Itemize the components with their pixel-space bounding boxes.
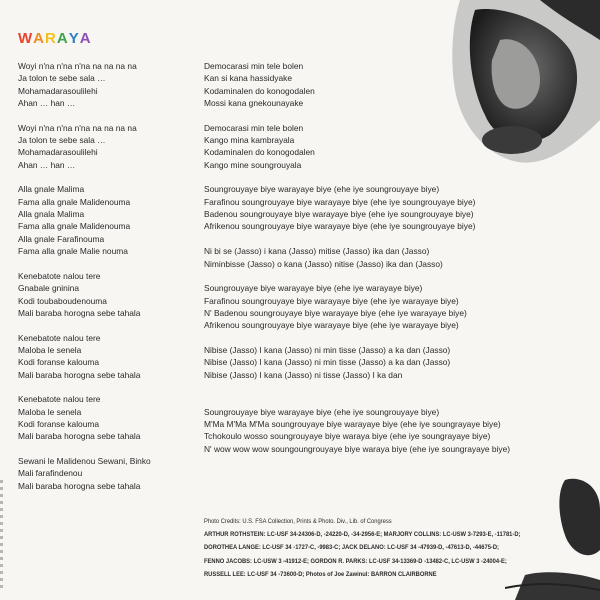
lyric-line: Kan si kana hassidyake (204, 73, 292, 84)
stanza-gap (204, 381, 510, 393)
lyric-line: Farafinou soungrouyaye biye warayaye biye (ehe iye soungrouyaye biye) (204, 196, 476, 207)
lyric-line: Alla gnale Malima (18, 184, 85, 195)
stanza-gap (204, 109, 510, 121)
title-letter: A (79, 30, 92, 47)
lyric-line: Kenebatote nalou tere (18, 332, 101, 343)
lyric-line: M'Ma M'Ma M'Ma soungrouyaye biye warayaye biye (ehe iye soungrayaye biye) (204, 418, 501, 429)
credits-line: FENNO JACOBS: LC-USW 3 -41912-E; GORDON R. PARKS: LC-USF 34-13369-D -13482-C, LC-USW 3 -24004-E; (204, 557, 507, 565)
stanza-gap (204, 332, 510, 344)
stanza-gap (18, 171, 151, 183)
lyric-line: Mali baraba horogna sebe tahala (18, 307, 141, 318)
lyric-line: N' Badenou soungrouyaye biye warayaye biye (ehe iye warayaye biye) (204, 307, 467, 318)
lyric-line: Soungrouyaye biye warayaye biye (ehe iye soungrouyaye biye) (204, 184, 440, 195)
lyric-line: Mohamadarasoulilehi (18, 85, 98, 96)
lyric-line: Fama alla gnale Malie nouma (18, 246, 128, 257)
stanza-gap (204, 270, 510, 282)
stanza-gap (18, 381, 151, 393)
lyric-line: Ja tolon te sebe sala … (18, 73, 106, 84)
credits-line: ARTHUR ROTHSTEIN: LC-USF 34-24306-D, -24220-D, -34-2956-E; MARJORY COLLINS: LC-USW 3-7293-E, -11781-D; (204, 531, 521, 539)
lyric-line: Nibise (Jasso) I kana (Jasso) ni tisse (Jasso) I ka dan (204, 369, 403, 380)
lyric-line: Mali baraba horogna sebe tahala (18, 480, 141, 491)
stanza-gap (18, 258, 151, 270)
lyric-line: Alla gnale Farafinouma (18, 233, 105, 244)
stanza-gap (18, 109, 151, 121)
lyrics-column-left (18, 60, 151, 492)
title-letter: Y (68, 30, 80, 47)
credits-heading: Photo Credits: U.S. FSA Collection, Prints & Photo. Div., Lib. of Congress (204, 518, 392, 525)
lyric-line: Democarasi min tele bolen (204, 122, 304, 133)
lyric-line: Ja tolon te sebe sala … (18, 135, 106, 146)
lyric-line: Badenou soungrouyaye biye warayaye biye (ehe iye soungrouyaye biye) (204, 209, 474, 220)
lyric-line: Afrikenou soungrouyaye biye warayaye biye (ehe iye soungrouyaye biye) (204, 221, 476, 232)
song-title (18, 30, 92, 47)
lyric-line: Tchokoulo wosso soungrouyaye biye waraya biye (ehe iye soungrayaye biye) (204, 431, 491, 442)
lyric-line: Kodi foranse kalouma (18, 418, 100, 429)
lyric-line: Democarasi min tele bolen (204, 61, 304, 71)
lyric-line: Soungrouyaye biye warayaye biye (ehe iye soungrouyaye biye) (204, 406, 440, 417)
title-letter: R (45, 30, 57, 47)
stanza-gap (204, 393, 510, 405)
lyric-line: Nibise (Jasso) I kana (Jasso) ni min tisse (Jasso) a ka dan (Jasso) (204, 344, 451, 355)
lyric-line: Kodi toubaboudenouma (18, 295, 107, 306)
lyric-line: Mali farafindenou (18, 468, 83, 479)
lyric-line: Farafinou soungrouyaye biye warayaye biye (ehe iye warayaye biye) (204, 295, 459, 306)
lyric-line: Nibise (Jasso) I kana (Jasso) ni min tisse (Jasso) a ka dan (Jasso) (204, 357, 451, 368)
photo-credits (204, 515, 520, 581)
title-letter: W (18, 30, 34, 47)
lyric-line: Kango mine soungrouyala (204, 159, 302, 170)
credits-line: DOROTHEA LANGE: LC-USF 34 -1727-C, -9983-C; JACK DELANO: LC-USF 34 -47939-D, -47613-D, -44675-D; (204, 544, 499, 552)
lyric-line: Maloba le senela (18, 344, 82, 355)
lyric-line: Maloba le senela (18, 406, 82, 417)
lyric-line: Kodi foranse kalouma (18, 357, 100, 368)
stanza-gap (204, 233, 510, 245)
lyric-line: Mossi kana gnekounayake (204, 98, 304, 109)
page-edge-mark (0, 480, 3, 590)
stanza-gap (18, 319, 151, 331)
lyric-line: Woyi n'na n'na n'na na na na na (18, 61, 137, 71)
lyric-line: Sewani le Malidenou Sewani, Binko (18, 456, 151, 466)
lyric-line: Ahan … han … (18, 159, 76, 170)
lyric-line: Kodaminalen do konogodalen (204, 85, 315, 96)
lyric-line: Soungrouyaye biye warayaye biye (ehe iye warayaye biye) (204, 283, 423, 294)
lyric-line: Kango mina kambrayala (204, 135, 295, 146)
lyric-line: Kenebatote nalou tere (18, 270, 101, 281)
lyric-line: Niminbisse (Jasso) o kana (Jasso) nitise (Jasso) ika dan (Jasso) (204, 258, 443, 269)
lyric-line: N' wow wow wow soungoungrouyaye biye waraya biye (ehe iye soungrayaye biye) (204, 443, 511, 454)
stanza-gap (18, 443, 151, 455)
lyric-line: Fama alla gnale Malidenouma (18, 196, 131, 207)
stanza-gap (204, 171, 510, 183)
lyric-line: Kenebatote nalou tere (18, 394, 101, 405)
lyric-line: Afrikenou soungrouyaye biye warayaye biye (ehe iye warayaye biye) (204, 320, 459, 331)
lyric-line: Ahan … han … (18, 98, 76, 109)
lyric-line: Mali baraba horogna sebe tahala (18, 431, 141, 442)
title-letter: A (33, 30, 46, 47)
lyric-line: Alla gnala Malima (18, 209, 85, 220)
lyrics-column-right (204, 60, 510, 455)
lyric-line: Woyi n'na n'na n'na na na na na (18, 122, 137, 133)
lyric-line: Mali baraba horogna sebe tahala (18, 369, 141, 380)
lyric-line: Kodaminalen do konogodalen (204, 147, 315, 158)
lyric-line: Mohamadarasoulilehi (18, 147, 98, 158)
title-letter: A (56, 30, 69, 47)
lyric-line: Ni bi se (Jasso) i kana (Jasso) mitise (Jasso) ika dan (Jasso) (204, 246, 430, 257)
lyric-line: Gnabale gninina (18, 283, 80, 294)
credits-line: RUSSELL LEE: LC-USF 34 -73600-D; Photos of Joe Zawinul: BARRON CLAIRBORNE (204, 570, 437, 578)
lyric-line: Fama alla gnale Malidenouma (18, 221, 131, 232)
